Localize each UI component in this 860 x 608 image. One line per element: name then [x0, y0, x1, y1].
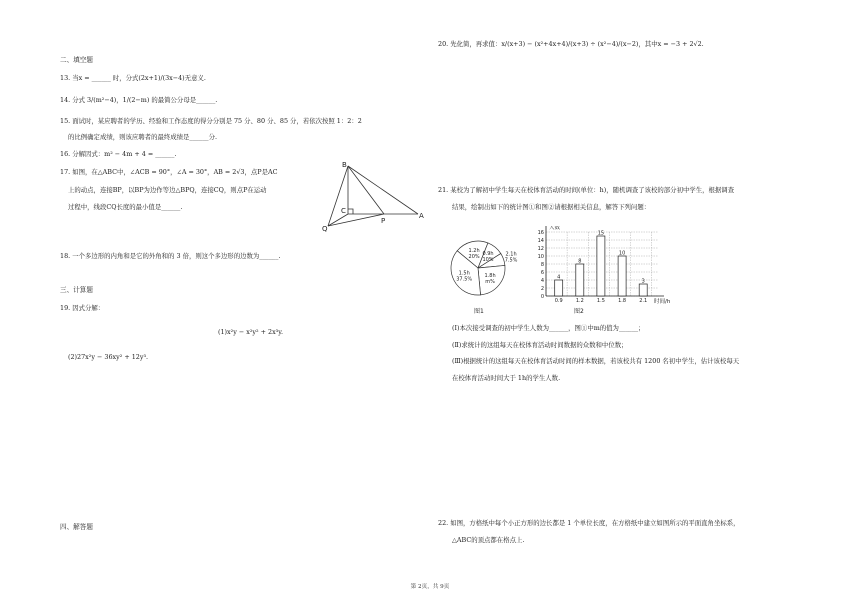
pie-slice-label: 0.9h — [482, 250, 494, 257]
question-21-line2: 结果，绘制出如下的统计图①和图②请根据相关信息，解答下列问题： — [452, 203, 651, 211]
pie-slice-percent: 20% — [468, 253, 480, 260]
label-q: Q — [322, 225, 328, 232]
label-c: C — [341, 207, 346, 215]
pie-slice-percent: 7.5% — [504, 257, 518, 264]
pie-slice-label: 2.1h — [505, 251, 517, 258]
y-tick-label: 14 — [537, 237, 544, 244]
pie-slice-label: 1.8h — [484, 273, 496, 279]
question-21-part2: (Ⅱ)求统计的这组每天在校体育活动时间数据的众数和中位数； — [452, 341, 628, 349]
y-tick-label: 12 — [537, 245, 544, 252]
segment-bq — [328, 166, 348, 226]
question-14: 14. 分式 3/(m²−4)，1/(2−m) 的最简公分母是______. — [60, 96, 218, 104]
page-footer: 第 2页，共 9页 — [410, 584, 450, 590]
x-tick-label: 1.5 — [596, 298, 605, 304]
question-22-line1: 22. 如图，方格纸中每个小正方形的边长都是 1 个单位长度，在方格纸中建立如图所示的平面直角坐标系， — [438, 519, 740, 527]
question-17-line2: 上的动点，连接BP，以BP为边作等边△BPQ，连接CQ，则点P在运动 — [68, 186, 267, 194]
bar-value-label: 3 — [641, 278, 645, 285]
segment-bp — [348, 166, 384, 214]
pie-slice-label: 1.5h — [458, 270, 470, 277]
question-19-part1: (1)x²y − x²y² + 2x³y. — [218, 328, 284, 336]
question-16: 16. 分解因式：m² − 4m + 4 = ______. — [60, 150, 177, 158]
pie-slice-label: 1.2h — [468, 247, 480, 254]
question-20: 20. 先化简，再求值：x/(x+3) − (x²+4x+4)/(x+3) ÷ (x²−4)/(x−2)，其中x = −3 + 2√2. — [438, 40, 704, 48]
question-13: 13. 当x = ______ 时，分式(2x+1)/(3x−4)无意义. — [60, 74, 206, 82]
right-angle-mark — [348, 209, 353, 214]
y-tick-label: 4 — [540, 277, 544, 284]
pie-slice-percent: m% — [485, 279, 495, 285]
y-tick-label: 10 — [537, 253, 544, 260]
x-tick-label: 1.2 — [575, 298, 584, 304]
section-fill-blank-heading: 二、填空题 — [60, 56, 93, 64]
x-tick-label: 2.1 — [639, 298, 648, 304]
bar — [597, 236, 605, 296]
question-22-line2: △ABC的顶点都在格点上. — [452, 536, 525, 544]
bar — [555, 280, 563, 296]
question-21-part3-line1: (Ⅲ)根据统计的这组每天在校体育活动时间的样本数据，若该校共有 1200 名初中学生，估计该校每天 — [452, 357, 740, 365]
segment-qp — [328, 214, 384, 226]
y-tick-label: 0 — [540, 293, 544, 300]
bar-value-label: 4 — [557, 274, 561, 281]
bar-chart — [538, 226, 671, 315]
question-17-line1: 17. 如图，在△ABC中，∠ACB = 90°，∠A = 30°，AB = 2√3，点P是AC — [60, 168, 278, 176]
bar — [639, 284, 647, 296]
question-17-line3: 过程中，线段CQ长度的最小值是______. — [68, 203, 183, 211]
y-tick-label: 16 — [537, 229, 544, 236]
segment-ba — [348, 166, 418, 214]
bar — [576, 264, 584, 296]
question-21-part3-line2: 在校体育活动时间大于 1h的学生人数. — [452, 374, 561, 382]
y-tick-label: 2 — [540, 285, 544, 292]
pie-caption: 图1 — [474, 308, 484, 315]
section-answer-heading: 四、解答题 — [60, 523, 93, 531]
statistics-figures — [448, 226, 678, 316]
pie-slice-percent: 37.5% — [456, 276, 473, 283]
y-tick-label: 8 — [540, 261, 544, 268]
question-18: 18. 一个多边形的内角和是它的外角和的 3 倍，则这个多边形的边数为______. — [60, 252, 281, 260]
question-19-part2: (2)27x²y − 36xy² + 12y³. — [68, 353, 149, 361]
pie-slice-percent: 10% — [482, 256, 494, 263]
question-21-line1: 21. 某校为了解初中学生每天在校体育活动的时间(单位：h)，随机调查了该校的部分初中学生，根据调查 — [438, 186, 735, 194]
y-axis-label: 人数 — [549, 226, 561, 231]
label-a: A — [419, 212, 424, 220]
section-calc-heading: 三、计算题 — [60, 286, 93, 294]
x-tick-label: 0.9 — [554, 298, 563, 304]
x-tick-label: 1.8 — [618, 298, 627, 304]
bar — [618, 256, 626, 296]
bar-caption: 图2 — [574, 308, 584, 315]
triangle-figure — [322, 160, 432, 232]
y-tick-label: 6 — [540, 269, 544, 276]
x-axis-label: 时间/h — [654, 299, 671, 305]
question-15-line1: 15. 面试时，某应聘者的学历、经验和工作态度的得分分别是 75 分、80 分、85 分，若依次按照 1：2：2 — [60, 117, 362, 125]
label-b: B — [342, 161, 347, 169]
question-15-line2: 的比例确定成绩，则该应聘者的最终成绩是______分. — [68, 133, 218, 141]
bar-value-label: 8 — [578, 258, 582, 265]
bar-value-label: 10 — [618, 250, 626, 257]
question-21-part1: (Ⅰ)本次接受调查的初中学生人数为______，图①中m的值为______； — [452, 324, 645, 332]
label-p: P — [381, 217, 386, 225]
question-19: 19. 因式分解： — [60, 304, 105, 312]
bar-value-label: 15 — [597, 230, 605, 237]
